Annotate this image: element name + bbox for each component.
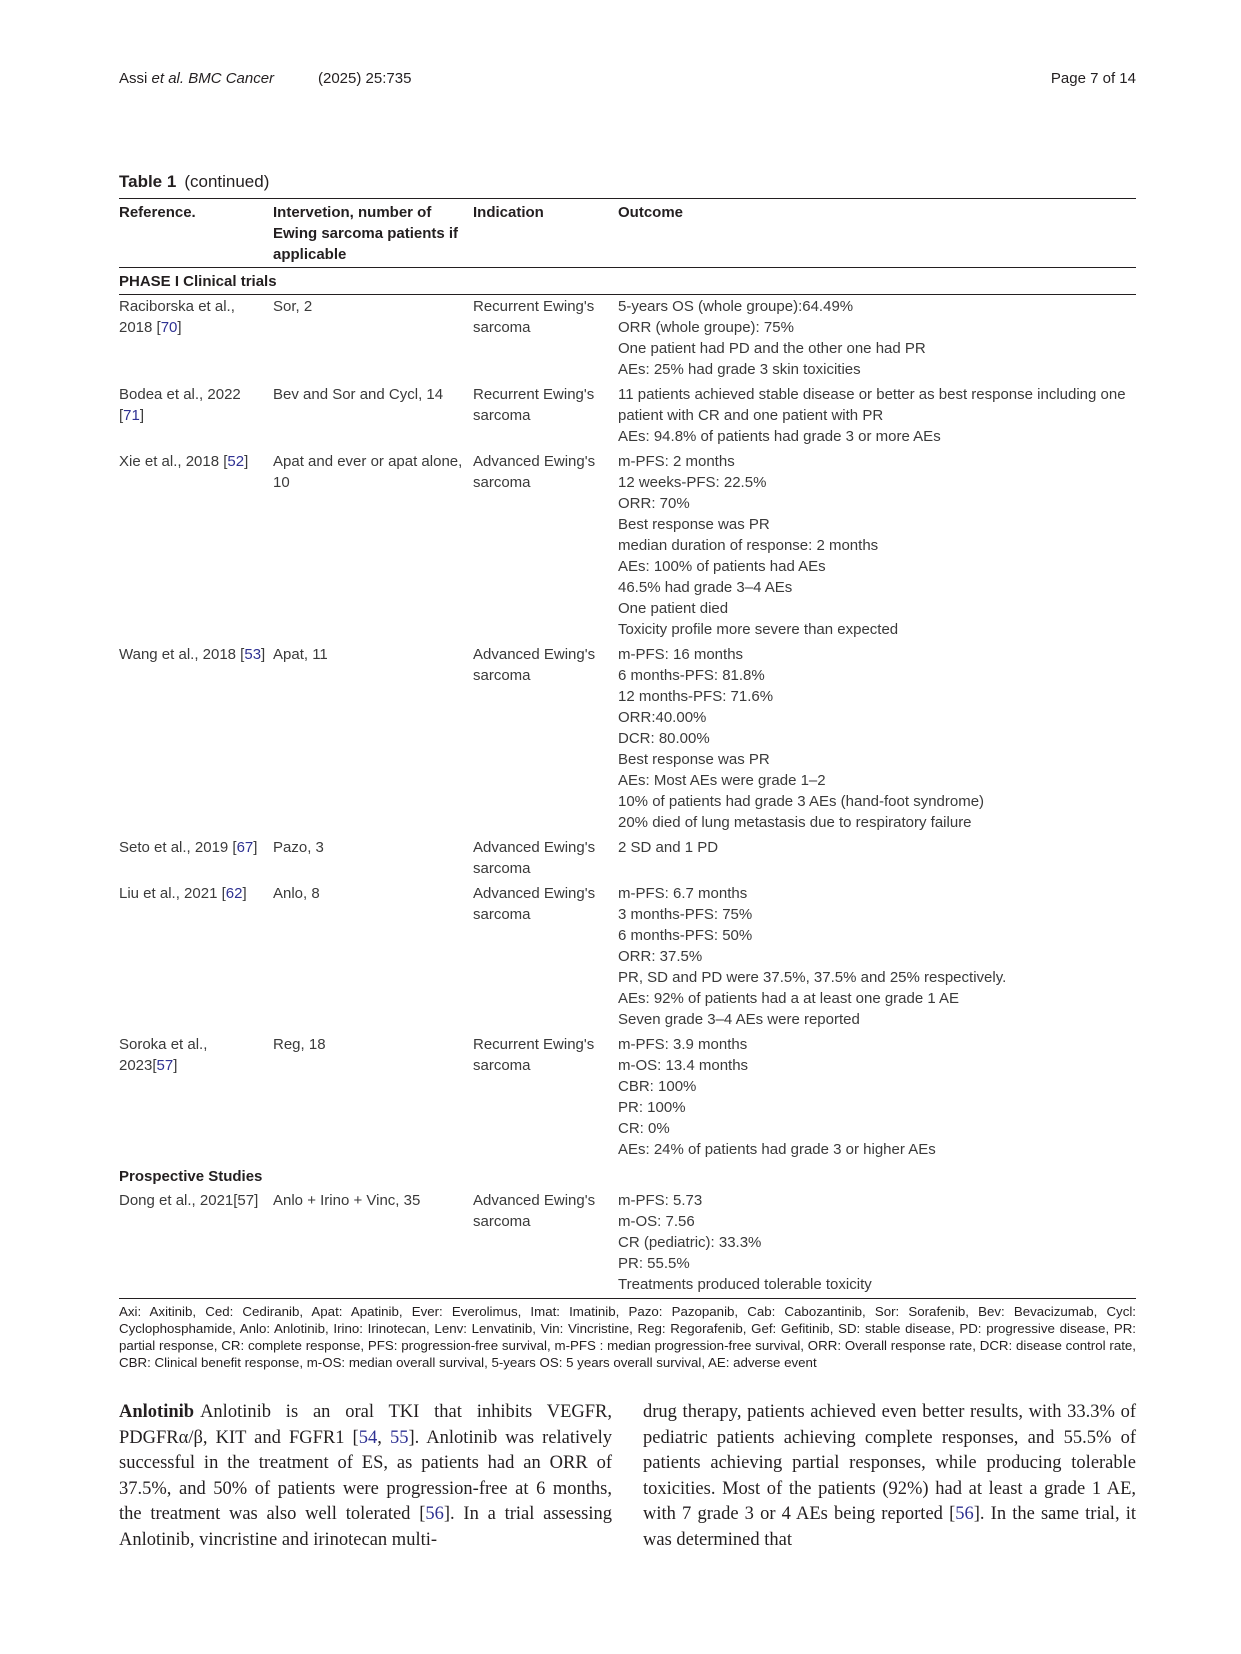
- outcome-cell: [618, 1033, 1136, 1163]
- citation-link[interactable]: 52: [227, 453, 245, 470]
- outcome-line: DCR: 80.00%: [618, 730, 710, 747]
- outcome-line: 5-years OS (whole groupe):64.49%: [618, 298, 854, 315]
- body-text-run: ]. In a trial assessing Anlotinib, vincristine and irinotecan multi-: [119, 1504, 612, 1550]
- body-text: [119, 1400, 1136, 1554]
- reference-cell: [119, 1033, 273, 1163]
- outcome-cell: [618, 882, 1136, 1033]
- running-head-citation: [119, 70, 274, 87]
- outcome-line: Treatments produced tolerable toxicity: [618, 1276, 872, 1293]
- intervention-cell: Anlo + Irino + Vinc, 35: [273, 1192, 421, 1209]
- table-row: [119, 1033, 1136, 1163]
- outcome-cell: [618, 383, 1136, 450]
- outcome-line: m-PFS: 6.7 months: [618, 885, 748, 902]
- indication-cell: Recurrent Ewing's sarcoma: [473, 298, 595, 336]
- citation-link[interactable]: 55: [389, 1427, 409, 1448]
- outcome-line: 46.5% had grade 3–4 AEs: [618, 579, 793, 596]
- reference-bracket: ]: [244, 453, 249, 470]
- citation-link[interactable]: 53: [244, 646, 262, 663]
- reference-bracket: ]: [139, 407, 145, 424]
- reference-text: Dong et al., 2021[57]: [119, 1192, 259, 1209]
- section-heading: Anlotinib: [119, 1402, 195, 1422]
- outcome-cell: [618, 295, 1136, 384]
- indication-cell: Advanced Ewing's sarcoma: [473, 1192, 596, 1230]
- column-header-intervention: Intervetion, number of Ewing sarcoma patients if applicable: [273, 204, 459, 263]
- running-head-author: Assi: [119, 70, 148, 87]
- intervention-cell: Anlo, 8: [273, 885, 320, 902]
- intervention-cell: Bev and Sor and Cycl, 14: [273, 386, 444, 403]
- table-caption: [119, 172, 1136, 192]
- table-row: [119, 295, 1136, 384]
- citation-link[interactable]: 70: [160, 319, 178, 336]
- outcome-line: Toxicity profile more severe than expected: [618, 621, 899, 638]
- outcome-cell: [618, 836, 1136, 882]
- citation-link[interactable]: 56: [955, 1504, 974, 1525]
- citation-link[interactable]: 54: [358, 1427, 378, 1448]
- reference-cell: [119, 882, 273, 1033]
- table-row: [119, 450, 1136, 643]
- reference-cell: [119, 295, 273, 384]
- indication-cell: Recurrent Ewing's sarcoma: [473, 1036, 595, 1074]
- citation-link[interactable]: 62: [225, 885, 243, 902]
- running-head-journal: et al. BMC Cancer: [151, 70, 275, 87]
- running-head-year-volume: (2025) 25:735: [318, 70, 412, 87]
- reference-text: Bodea et al., 2022 [: [119, 386, 241, 424]
- table-body: [119, 268, 1136, 1299]
- body-column-left: [119, 1400, 612, 1554]
- reference-text: Seto et al., 2019 [: [119, 839, 237, 856]
- outcome-line: 20% died of lung metastasis due to respiratory failure: [618, 814, 972, 831]
- outcome-cell: [618, 450, 1136, 643]
- indication-cell: Advanced Ewing's sarcoma: [473, 839, 596, 877]
- outcome-line: median duration of response: 2 months: [618, 537, 879, 554]
- reference-text: Raciborska et al., 2018 [: [119, 298, 235, 336]
- outcome-line: PR: 55.5%: [618, 1255, 690, 1272]
- outcome-line: CR (pediatric): 33.3%: [618, 1234, 762, 1251]
- reference-text: Liu et al., 2021 [: [119, 885, 226, 902]
- column-header-outcome: Outcome: [618, 204, 684, 221]
- citation-link[interactable]: 71: [123, 407, 140, 424]
- outcome-line: m-OS: 13.4 months: [618, 1057, 749, 1074]
- page-number: Page 7 of 14: [1050, 70, 1136, 87]
- results-table: [119, 198, 1136, 1299]
- reference-bracket: ]: [177, 319, 182, 336]
- outcome-line: AEs: Most AEs were grade 1–2: [618, 772, 826, 789]
- outcome-line: PR, SD and PD were 37.5%, 37.5% and 25% respectively.: [618, 969, 1007, 986]
- indication-cell: Advanced Ewing's sarcoma: [473, 453, 596, 491]
- reference-text: Xie et al., 2018 [: [119, 453, 228, 470]
- outcome-line: Best response was PR: [618, 751, 770, 768]
- body-text-run: ]. In the same trial, it was determined that: [643, 1504, 1136, 1550]
- section-title: PHASE I Clinical trials: [119, 273, 277, 290]
- outcome-line: Best response was PR: [618, 516, 770, 533]
- reference-bracket: ]: [173, 1057, 178, 1074]
- reference-cell: [119, 836, 273, 882]
- reference-bracket: ]: [242, 885, 247, 902]
- reference-cell: [119, 450, 273, 643]
- outcome-line: ORR: 70%: [618, 495, 690, 512]
- outcome-line: AEs: 25% had grade 3 skin toxicities: [618, 361, 861, 378]
- reference-bracket: ]: [253, 839, 258, 856]
- outcome-line: CR: 0%: [618, 1120, 670, 1137]
- outcome-line: One patient had PD and the other one had PR: [618, 340, 926, 357]
- outcome-line: Seven grade 3–4 AEs were reported: [618, 1011, 860, 1028]
- outcome-cell: [618, 1189, 1136, 1299]
- reference-text: Soroka et al., 2023[: [119, 1036, 208, 1074]
- citation-link[interactable]: 57: [156, 1057, 174, 1074]
- outcome-line: AEs: 92% of patients had a at least one grade 1 AE: [618, 990, 960, 1007]
- outcome-line: m-PFS: 3.9 months: [618, 1036, 748, 1053]
- intervention-cell: Apat and ever or apat alone, 10: [273, 453, 463, 491]
- outcome-line: AEs: 94.8% of patients had grade 3 or more AEs: [618, 428, 941, 445]
- body-text-run: drug therapy, patients achieved even better results, with 33.3% of pediatric patients achieving complete responses, and 55.5% of patients achieving partial responses, while producing tolerable toxicities. Most of the patients (92%) had at least a grade 1 AE, with 7 grade 3 or 4 AEs being reported [: [643, 1402, 1136, 1525]
- body-text-run: Anlotinib is an oral TKI that inhibits VEGFR, PDGFRα/β, KIT and FGFR1 [: [119, 1402, 612, 1448]
- indication-cell: Advanced Ewing's sarcoma: [473, 646, 596, 684]
- body-column-right: [643, 1400, 1136, 1554]
- outcome-line: 12 weeks-PFS: 22.5%: [618, 474, 767, 491]
- outcome-line: AEs: 24% of patients had grade 3 or higher AEs: [618, 1141, 936, 1158]
- table-row: [119, 1189, 1136, 1299]
- outcome-line: ORR: 37.5%: [618, 948, 703, 965]
- outcome-line: CBR: 100%: [618, 1078, 697, 1095]
- outcome-line: PR: 100%: [618, 1099, 686, 1116]
- body-text-run: ]. Anlotinib was relatively successful in the treatment of ES, as patients had an ORR of 37.5%, and 50% of patients were progression-free at 6 months, the treatment was also well tolerated [: [119, 1427, 613, 1525]
- outcome-line: 6 months-PFS: 50%: [618, 927, 753, 944]
- outcome-line: 6 months-PFS: 81.8%: [618, 667, 765, 684]
- section-title: Prospective Studies: [119, 1168, 263, 1185]
- outcome-line: m-OS: 7.56: [618, 1213, 695, 1230]
- table-header-row: [119, 199, 1136, 268]
- table-row: [119, 836, 1136, 882]
- reference-bracket: ]: [261, 646, 266, 663]
- reference-text: Wang et al., 2018 [: [119, 646, 245, 663]
- table-footnote: Axi: Axitinib, Ced: Cediranib, Apat: Apatinib, Ever: Everolimus, Imat: Imatinib, Pazo: Pazopanib, Cab: Cabozantinib, Sor: Sorafenib, Bev: Bevacizumab, Cycl: Cyclophosphamide, Anlo: Anlotinib, Irino: Irinotecan, Lenv: Lenvatinib, Vin: Vincristine, Reg: Regorafenib, Gef: Gefitinib, SD: stable disease, PD: progressive disease, PR: partial response, CR: complete response, PFS: progression-free survival, m-PFS : median progression-free survival, ORR: Overall response rate, DCR: disease control rate, CBR: Clinical benefit response, m-OS: median overall survival, 5-years OS: 5 years overall survival, AE: adverse event: [119, 1304, 1136, 1370]
- reference-cell: [119, 643, 273, 836]
- citation-link[interactable]: 67: [236, 839, 254, 856]
- reference-cell: [119, 383, 273, 450]
- column-header-indication: Indication: [473, 204, 544, 221]
- outcome-cell: [618, 643, 1136, 836]
- table-row: [119, 383, 1136, 450]
- outcome-line: m-PFS: 5.73: [618, 1192, 703, 1209]
- table-caption-label: Table 1: [119, 172, 177, 191]
- outcome-line: 2 SD and 1 PD: [618, 839, 719, 856]
- intervention-cell: Apat, 11: [273, 646, 328, 663]
- intervention-cell: Reg, 18: [273, 1036, 326, 1053]
- body-text-run: ,: [377, 1427, 390, 1448]
- outcome-line: 12 months-PFS: 71.6%: [618, 688, 774, 705]
- outcome-line: ORR:40.00%: [618, 709, 707, 726]
- table-caption-text: (continued): [184, 172, 270, 191]
- reference-cell: [119, 1189, 273, 1299]
- citation-link[interactable]: 56: [425, 1504, 444, 1525]
- table-1: [119, 172, 1136, 1371]
- outcome-line: 11 patients achieved stable disease or better as best response including one patient with CR and one patient with PR: [618, 386, 1126, 424]
- section-row: [119, 1163, 1136, 1189]
- indication-cell: Recurrent Ewing's sarcoma: [473, 386, 595, 424]
- outcome-line: m-PFS: 16 months: [618, 646, 744, 663]
- outcome-line: m-PFS: 2 months: [618, 453, 735, 470]
- intervention-cell: Pazo, 3: [273, 839, 324, 856]
- table-row: [119, 643, 1136, 836]
- outcome-line: One patient died: [618, 600, 729, 617]
- table-row: [119, 882, 1136, 1033]
- outcome-line: ORR (whole groupe): 75%: [618, 319, 794, 336]
- outcome-line: 3 months-PFS: 75%: [618, 906, 753, 923]
- intervention-cell: Sor, 2: [273, 298, 313, 315]
- section-row: [119, 268, 1136, 295]
- page-header: [119, 70, 1136, 92]
- column-header-reference: Reference.: [119, 204, 196, 221]
- outcome-line: AEs: 100% of patients had AEs: [618, 558, 826, 575]
- outcome-line: 10% of patients had grade 3 AEs (hand-foot syndrome): [618, 793, 985, 810]
- indication-cell: Advanced Ewing's sarcoma: [473, 885, 596, 923]
